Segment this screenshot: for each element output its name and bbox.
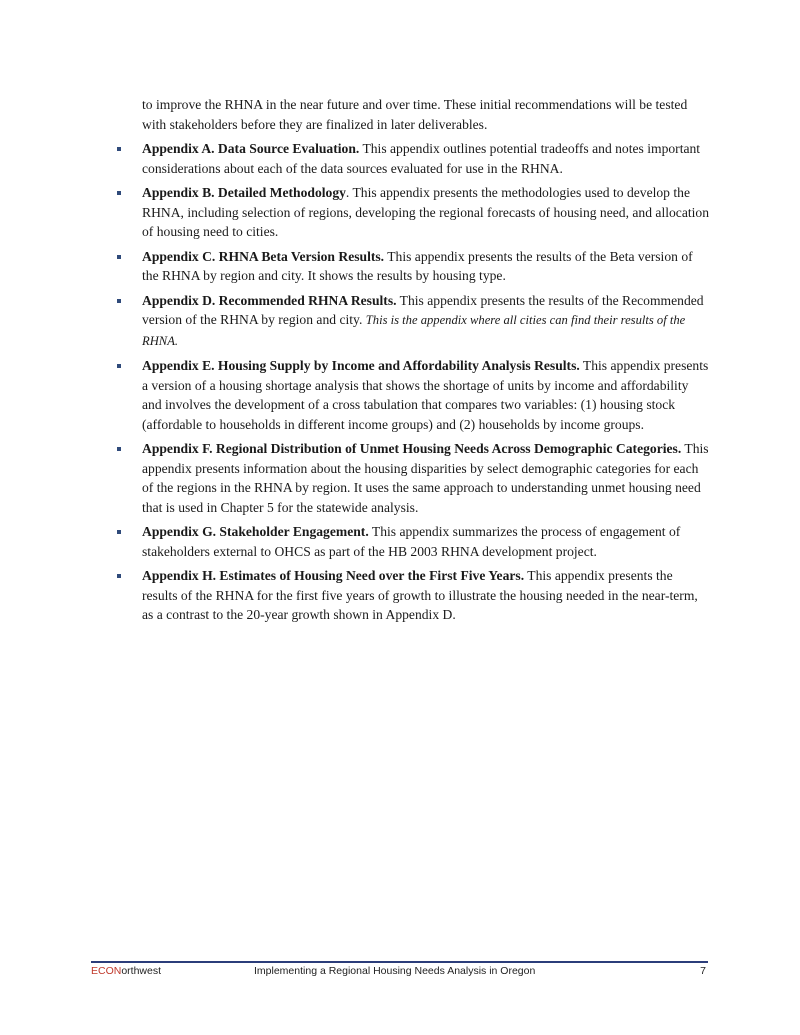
appendix-italic-note: This is the appendix where all cities can find their results of the RHNA. bbox=[142, 313, 686, 348]
footer-brand bbox=[91, 965, 161, 977]
bullet-icon bbox=[117, 447, 121, 451]
bullet-icon bbox=[117, 299, 121, 303]
brand-suffix: orthwest bbox=[121, 965, 162, 977]
appendix-title: Appendix A. Data Source Evaluation. bbox=[142, 141, 360, 156]
bullet-icon bbox=[117, 574, 121, 578]
appendix-description: This appendix summarizes the process of engagement of stakeholders external to OHCS as part of the HB 2003 RHNA development project. bbox=[142, 524, 681, 559]
footer-document-title: Implementing a Regional Housing Needs Analysis in Oregon bbox=[254, 965, 536, 977]
brand-prefix: ECON bbox=[91, 965, 122, 977]
intro-paragraph: to improve the RHNA in the near future and over time. These initial recommendations will be tested with stakeholders before they are finalized in later deliverables. bbox=[142, 97, 688, 132]
bullet-icon bbox=[117, 191, 121, 195]
appendix-description: . This appendix presents the methodologies used to develop the RHNA, including selection of regions, developing the regional forecasts of housing need, and allocation of housing need to cities. bbox=[142, 185, 710, 239]
appendix-item-b bbox=[120, 183, 710, 242]
appendix-item-e bbox=[120, 356, 710, 434]
appendix-title: Appendix E. Housing Supply by Income and Affordability Analysis Results. bbox=[142, 358, 580, 373]
appendix-item-d bbox=[120, 291, 710, 352]
appendix-description: This appendix presents the results of the Recommended version of the RHNA by region and city. bbox=[142, 292, 704, 327]
appendix-description: This appendix presents the results of the RHNA for the first five years of growth to illustrate the housing needed in the near-term, as a contrast to the 20-year growth shown in Appendix D. bbox=[142, 568, 698, 622]
appendix-item-h bbox=[120, 566, 710, 625]
appendix-item-a bbox=[120, 139, 710, 178]
appendix-item-c bbox=[120, 247, 710, 286]
bullet-icon bbox=[117, 530, 121, 534]
page-footer bbox=[91, 965, 708, 979]
page-body bbox=[120, 95, 710, 630]
appendix-title: Appendix C. RHNA Beta Version Results. bbox=[142, 248, 385, 264]
appendix-title: Appendix G. Stakeholder Engagement. bbox=[142, 524, 369, 539]
page-number: 7 bbox=[700, 965, 706, 977]
footer-rule bbox=[91, 961, 708, 963]
appendix-title: Appendix F. Regional Distribution of Unmet Housing Needs Across Demographic Categories. bbox=[142, 441, 682, 456]
appendix-title: Appendix H. Estimates of Housing Need over the First Five Years. bbox=[142, 568, 525, 583]
bullet-icon bbox=[117, 364, 121, 368]
bullet-icon bbox=[117, 147, 121, 151]
appendix-list bbox=[120, 139, 710, 625]
appendix-title: Appendix D. Recommended RHNA Results. bbox=[142, 292, 397, 308]
bullet-icon bbox=[117, 255, 121, 259]
appendix-description: This appendix presents a version of a housing shortage analysis that shows the shortage of units by income and affordability and involves the development of a cross tabulation that compares two variables: (1) housing stock (affordable to households in different income groups) and (2) households by income groups. bbox=[142, 358, 709, 432]
appendix-title: Appendix B. Detailed Methodology bbox=[142, 185, 346, 200]
appendix-description: This appendix presents information about the housing disparities by select demographic categories for each of the regions in the RHNA by region. It uses the same approach to understanding unmet housing need that is used in Chapter 5 for the statewide analysis. bbox=[142, 441, 709, 515]
appendix-description: This appendix presents the results of the Beta version of the RHNA by region and city. It shows the results by housing type. bbox=[142, 248, 693, 283]
appendix-item-g bbox=[120, 522, 710, 561]
appendix-description: This appendix outlines potential tradeoffs and notes important considerations about each of the data sources evaluated for use in the RHNA. bbox=[142, 141, 701, 176]
appendix-item-f bbox=[120, 439, 710, 517]
